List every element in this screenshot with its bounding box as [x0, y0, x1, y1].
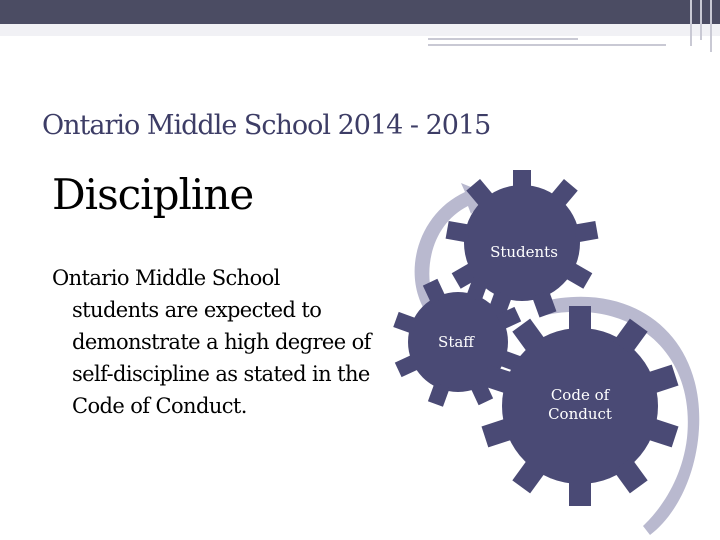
corner-decoration — [690, 0, 692, 46]
gears-diagram — [360, 170, 720, 540]
gear-label-students: Students — [490, 243, 558, 261]
slide-title: Ontario Middle School 2014 - 2015 — [42, 110, 491, 141]
top-banner-stripe — [0, 24, 720, 36]
corner-decoration — [710, 0, 712, 52]
gear-label-code-line2: Conduct — [548, 405, 612, 423]
corner-decoration — [428, 38, 578, 40]
corner-decoration — [700, 0, 702, 40]
top-banner — [0, 0, 720, 24]
slide-heading: Discipline — [52, 170, 254, 219]
gear-label-code-line1: Code of — [550, 386, 610, 404]
slide-body-text: Ontario Middle School students are expected to demonstrate a high degree of self-discipline as stated in the Code of Conduct. — [52, 266, 371, 418]
gear-label-staff: Staff — [438, 333, 474, 351]
corner-decoration — [428, 44, 666, 46]
